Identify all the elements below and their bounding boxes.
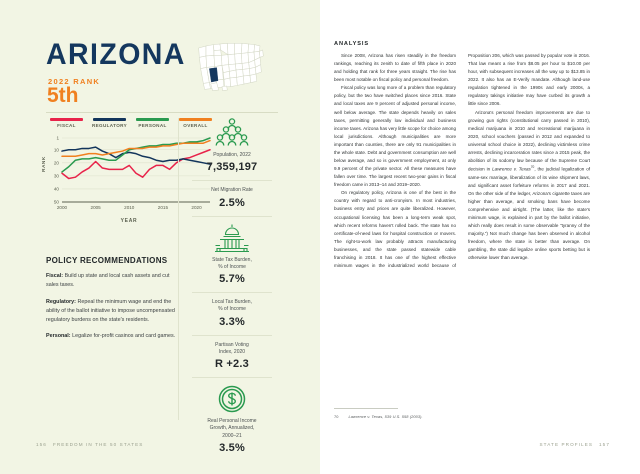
chart-x-tick-label: 2015 (157, 204, 169, 210)
header-divider (46, 112, 278, 113)
stat-state-tax-burden (186, 223, 278, 286)
chart-x-tick-label: 2005 (90, 204, 101, 210)
right-footer-text: STATE PROFILES (539, 442, 594, 447)
stat-local-tax-burden-value: 3.3% (219, 315, 245, 328)
policy-heading: POLICY RECOMMENDATIONS (46, 256, 168, 265)
analysis-paragraph: Fiscal policy was long more of a problem than regulatory policy, but the two have switched places since 2016. State and local taxes are 9 percent of adjusted personal income, well below average. The state depends heavily on sales taxes, permitting generally low individual and business income taxes. Arizona has very little scope for choice among local jurisdictions. Although municipalities are more important than counties, there are only 91 municipalities in the whole state. Debt and government consumption are well below average, and so is government employment, at only 9.9 percent of the private sector. All these measures have fallen over time. The largest recent two-year gains in fiscal freedom came in 2013–14 and 2019–2020. (334, 85, 456, 188)
stat-real-personal-income-growth (186, 384, 278, 454)
stat-real-personal-income-growth-label (186, 418, 278, 440)
analysis-heading: ANALYSIS (334, 41, 369, 47)
chart-x-axis-label: YEAR (120, 217, 138, 224)
policy-item-personal-text: Legalize for-profit casinos and card games. (70, 333, 176, 340)
stat-state-tax-burden-label (186, 257, 278, 272)
stat-population (186, 118, 278, 173)
stat-pvi-label-line1: Partisan Voting (215, 341, 249, 348)
right-page-number: 157 (599, 442, 610, 447)
chart-x-tick-label: 2000 (56, 204, 68, 210)
legend-item-fiscal (48, 118, 85, 128)
stat-divider (192, 335, 272, 336)
legend-label-overall: OVERALL (183, 122, 208, 128)
legend-label-regulatory: REGULATORY (91, 122, 128, 128)
us-map-arizona-highlight-icon (196, 36, 266, 94)
dollar-circle-icon (186, 384, 278, 414)
stat-local-tax-burden-label (186, 299, 278, 314)
stat-net-migration-value: 2.5% (219, 196, 245, 209)
policy-item-regulatory (46, 298, 178, 326)
legend-item-regulatory (91, 118, 128, 128)
analysis-body (334, 52, 590, 270)
stat-pvi-label-line2: Index, 2020 (218, 348, 246, 355)
left-page-number: 156 (36, 442, 47, 447)
stat-net-migration-label: Net Migration Rate (211, 187, 253, 194)
stat-divider (192, 216, 272, 217)
chart-y-tick-label: 20 (53, 159, 59, 165)
legend-swatch-fiscal (50, 118, 83, 121)
stat-partisan-voting-index (186, 342, 278, 371)
footnote-marker: 70 (530, 165, 535, 170)
stat-state-tax-burden-label-line2: % of Income (218, 263, 246, 270)
legend-item-personal (134, 118, 171, 128)
rank-label: 2022 RANK (48, 77, 101, 86)
stat-local-tax-burden (186, 299, 278, 328)
footnote-number: 70 (334, 414, 339, 419)
stat-real-personal-income-growth-value: 3.5% (219, 441, 245, 454)
analysis-paragraph: Since 2008, Arizona has risen steadily in the freedom rankings, reaching its zenith to date of fifth place in 2020 and holding that rank for three years straight. The rise has been most notable on fiscal policy and personal freedom. (334, 53, 456, 83)
stat-net-migration (186, 187, 278, 208)
stat-partisan-voting-index-value: R +2.3 (215, 358, 249, 370)
policy-item-fiscal-text: Build up state and local cash assets and cut sales taxes. (46, 273, 170, 289)
stat-rpig-label-line2: Growth, Annualized, (209, 425, 255, 432)
left-page-footer (36, 442, 143, 447)
chart-y-tick-label: 10 (53, 146, 59, 152)
legend-label-personal: PERSONAL (138, 122, 167, 128)
stat-divider (192, 377, 272, 378)
stat-rpig-label-line3: 2000–21 (222, 432, 242, 439)
stat-local-tax-burden-label-line2: % of Income (218, 306, 246, 313)
stat-divider (192, 292, 272, 293)
analysis-paragraph: Arizona's personal freedom improvements are due to growing gun rights (constitutional carry passed in 2010), medical marijuana in 2010 and recreational marijuana in 2020, school vouchers (passed in 2012 and expanded to universal school choice in 2022), declining victimless crime arrests, declining incarceration rates since a 2015 peak, the abolition of its sodomy law because of the Supreme Court decision in Lawrence v. Texas$^{70}$, the judicial legalization of same-sex marriage, liberalization of its wine shipment laws, and significant asset forfeiture reforms in 2017 and 2021. On the other side of the ledger, Arizona's cigarette taxes are higher than average, and smoking bans have become comprehensive and airtight. (The latter, like the state's minimum wage, is explained in part by the ballot initiative, which really does result in some observable “tyranny of the majority.”) Not much change has been observed in alcohol freedom, where the state is better than average. On gambling, the state did legalize online sports betting but is otherwise lower than average. (468, 109, 591, 261)
stat-population-value: 7,359,197 (206, 161, 258, 174)
stat-state-tax-burden-value: 5.7% (219, 273, 245, 285)
legend-swatch-regulatory (93, 118, 126, 121)
policy-item-personal-label: Personal: (46, 333, 71, 340)
footnote-text: Lawrence v. Texas, 539 U.S. 558 (2003). (348, 414, 423, 419)
chart-x-tick-label: 2010 (124, 204, 135, 210)
chart-y-tick-label: 40 (53, 186, 59, 192)
stats-divider (178, 118, 179, 420)
legend-label-fiscal: FISCAL (57, 122, 76, 128)
right-page (320, 0, 640, 474)
policy-item-regulatory-label: Regulatory: (46, 298, 76, 305)
left-footer-text: FREEDOM IN THE 50 STATES (52, 442, 144, 447)
stat-local-tax-burden-label-line1: Local Tax Burden, (212, 299, 252, 305)
policy-item-personal (46, 332, 178, 341)
page-title: ARIZONA (46, 38, 186, 71)
stat-partisan-voting-index-label (186, 342, 278, 357)
right-page-footer (540, 442, 611, 447)
policy-recommendations (46, 256, 178, 349)
legend-swatch-personal (136, 118, 169, 121)
case-citation: Lawrence v. Texas (492, 166, 531, 172)
footnote (334, 414, 423, 419)
people-group-icon (186, 118, 278, 148)
chart-y-tick-label: 50 (53, 199, 59, 205)
chart-y-tick-label: 30 (53, 172, 59, 178)
state-statistics (186, 118, 278, 461)
capitol-building-icon (186, 223, 278, 253)
policy-item-fiscal-label: Fiscal: (46, 273, 64, 279)
stat-population-label: Population, 2022 (213, 152, 251, 158)
stat-state-tax-burden-label-line1: State Tax Burden, (212, 256, 252, 263)
analysis-paragraph: On regulatory policy, Arizona is one of the best in the country with regard to anti-cronyism. In most industries, business entry and prices are quite liberalized. However, occupational licensing has been a long-term weak spot, which recent reforms haven't rolled back. The state has no certificate-of-need laws for hospital construction or movers. The right-to-work law probably attracts manufacturing businesses, and the state passed statewide cable franchising in 2018. It has one of the highest effective minimum wages in the industrialized world because of Proposition 206, which was passed by popular vote in 2016. That law meant a rise from $8.05 per hour to $10.00 per hour, with subsequent increases all the way up to $13.85 in 2022. It also has an E-Verify mandate. Although land-use regulation tightened in the 1990s and early 2000s, a regulatory takings initiative may have curbed its growth a little since 2006. (334, 53, 590, 269)
policy-item-fiscal (46, 272, 178, 291)
chart-x-tick-label: 2020 (191, 204, 202, 210)
rank-value: 5th (47, 84, 79, 107)
chart-y-tick-label: 1 (56, 135, 59, 141)
footnote-divider (334, 408, 398, 409)
policy-item-regulatory-text: Repeal the minimum wage and end the ability of the ballot initiative to impose uncompensated regulatory burdens on the state's residents. (46, 298, 175, 324)
chart-y-axis-label: RANK (42, 155, 47, 172)
stat-rpig-label-line1: Real Personal Income (207, 418, 257, 424)
stat-divider (192, 180, 272, 181)
